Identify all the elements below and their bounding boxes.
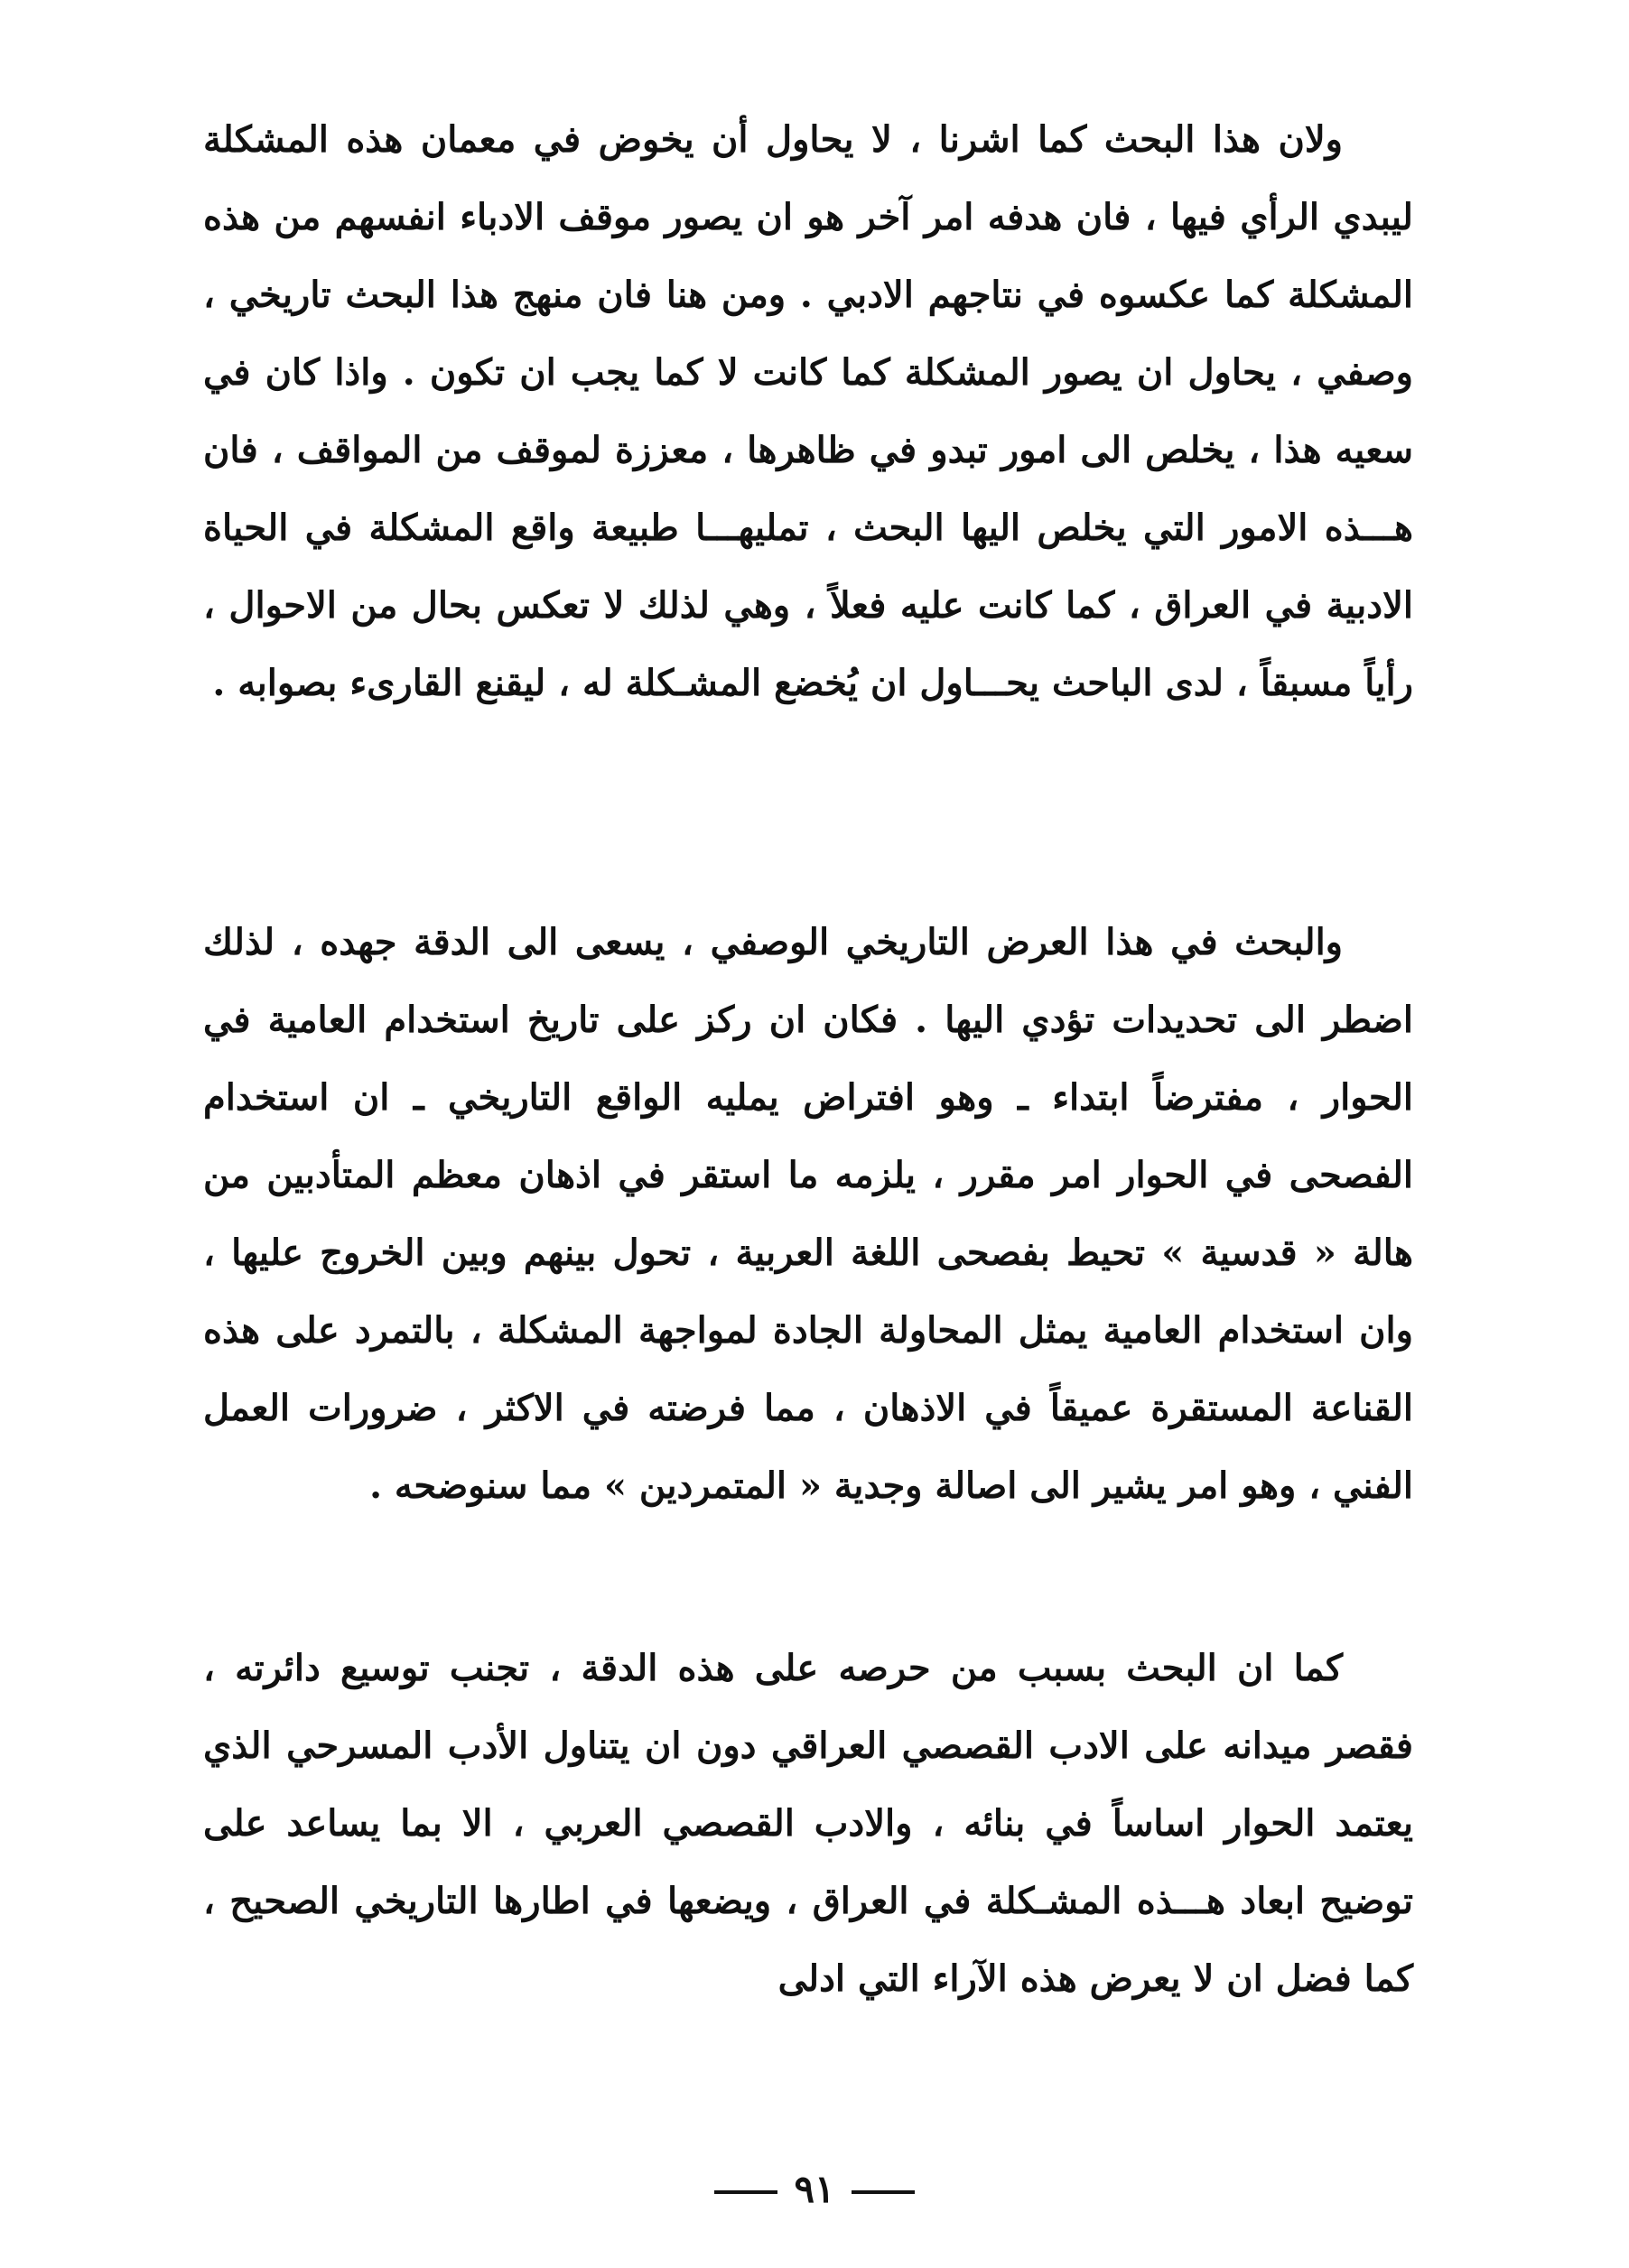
page-number: ٩١ [794, 2167, 835, 2211]
paragraph-2: والبحث في هذا العرض التاريخي الوصفي ، يسعى الى الدقة جهده ، لذلك اضطر الى تحديدات تؤدي اليها . فكان ان ركز على تاريخ استخدام العامية في الحوار ، مفترضاً ابتداء ـ وهو افتراض يمليه الواقع التاريخي ـ ان استخدام الفصحى في الحوار امر مقرر ، يلزمه ما استقر في اذهان معظم المتأدبين من هالة « قدسية » تحيط بفصحى اللغة العربية ، تحول بينهم وبين الخروج عليها ، وان استخدام العامية يمثل المحاولة الجادة لمواجهة المشكلة ، بالتمرد على هذه القناعة المستقرة عميقاً في الاذهان ، مما فرضته في الاكثر ، ضرورات العمل الفني ، وهو امر يشير الى اصالة وجدية « المتمردين » مما سنوضحه . [203, 921, 1413, 1507]
right-dash-divider [852, 2190, 915, 2194]
left-dash-divider [714, 2190, 777, 2194]
paragraph-1: ولان هذا البحث كما اشرنا ، لا يحاول أن يخوض في معمان هذه المشكلة ليبدي الرأي فيها ، فان هدفه امر آخر هو ان يصور موقف الادباء انفسهم من هذه المشكلة كما عكسوه في نتاجهم الادبي . ومن هنا فان منهج هذا البحث تاريخي ، وصفي ، يحاول ان يصور المشكلة كما كانت لا كما يجب ان تكون . واذا كان في سعيه هذا ، يخلص الى امور تبدو في ظاهرها ، معززة لموقف من المواقف ، فان هـــذه الامور التي يخلص اليها البحث ، تمليهـــا طبيعة واقع المشكلة في الحياة الادبية في العراق ، كما كانت عليه فعلاً ، وهي لذلك لا تعكس بحال من الاحوال ، رأياً مسبقاً ، لدى الباحث يحـــاول ان يُخضع المشـكلة له ، ليقنع القارىء بصوابه . [203, 118, 1413, 704]
paragraph-3: كما ان البحث بسبب من حرصه على هذه الدقة ، تجنب توسيع دائرته ، فقصر ميدانه على الادب القصصي العراقي دون ان يتناول الأدب المسرحي الذي يعتمد الحوار اساساً في بنائه ، والادب القصصي العربي ، الا بما يساعد على توضيح ابعاد هـــذه المشـكلة في العراق ، ويضعها في اطارها التاريخي الصحيح ، كما فضل ان لا يعرض هذه الآراء التي ادلى [203, 1647, 1413, 2000]
page-number-footer [0, 2167, 1629, 2211]
